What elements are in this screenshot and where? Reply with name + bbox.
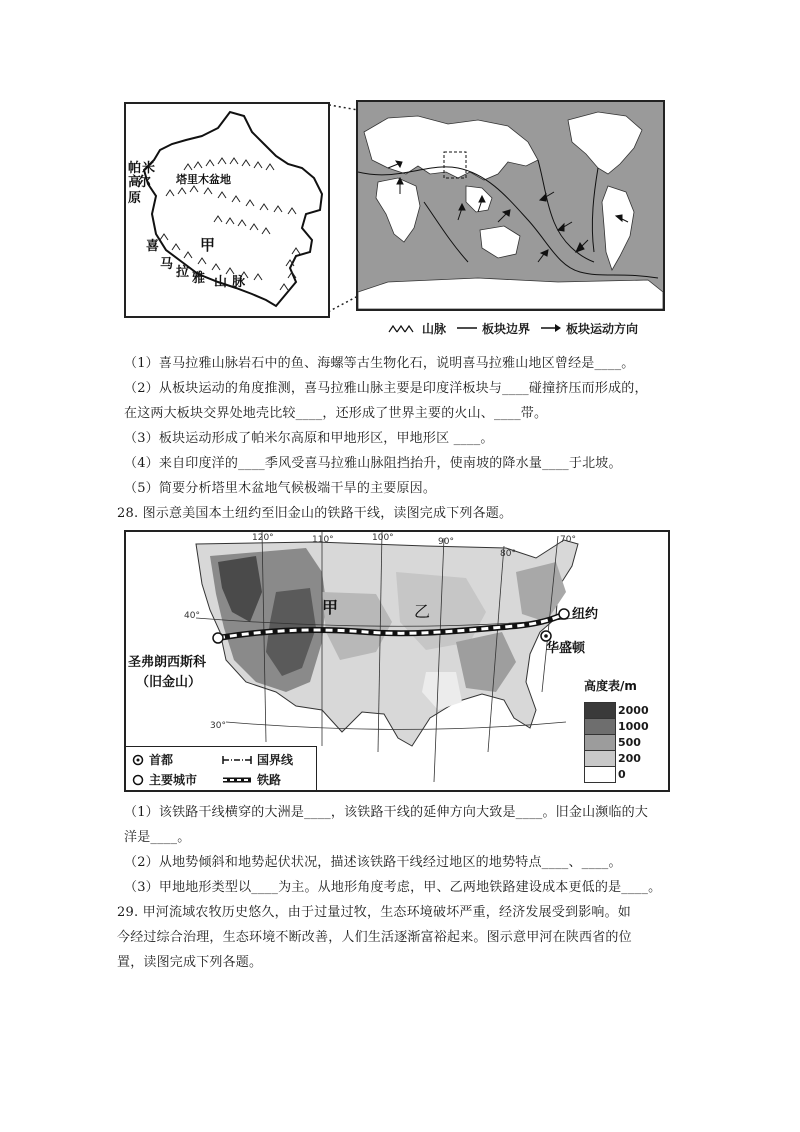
q27-line-2b: 在这两大板块交界处地壳比较____，还形成了世界主要的火山、____带。 xyxy=(124,406,548,421)
world-plates-drawing xyxy=(358,102,663,309)
city-icon xyxy=(132,774,144,786)
q28-line-1b: 洋是____。 xyxy=(124,830,191,845)
q29-line-2: 今经过综合治理，生态环境不断改善，人们生活逐渐富裕起来。图示意甲河在陕西省的位 xyxy=(117,930,632,945)
question-28-stem xyxy=(117,501,677,526)
legend-direction xyxy=(540,320,638,337)
label-30-degree: 30° xyxy=(210,721,226,731)
legend-border-label: 国界线 xyxy=(257,753,294,767)
label-himalaya-1: 喜 xyxy=(146,239,160,254)
q28-line-2: （2）从地势倾斜和地势起伏状况，描述该铁路干线经过地区的地势特点____、____。 xyxy=(124,855,622,870)
legend-boundary xyxy=(456,320,530,337)
elevation-value-1000: 1000 xyxy=(618,720,649,733)
elevation-legend xyxy=(578,680,664,786)
label-pamir-2: 米 xyxy=(142,161,156,176)
label-washington: 华盛顿 xyxy=(546,641,586,656)
border-line-icon xyxy=(222,755,252,765)
tibet-region-map xyxy=(124,102,330,318)
boundary-line-icon xyxy=(456,323,478,333)
question-28-subquestions xyxy=(124,800,684,900)
label-himalaya-3: 拉 xyxy=(176,265,190,280)
q27-line-5: （5）简要分析塔里木盆地气候极端干旱的主要原因。 xyxy=(124,481,437,496)
label-newyork: 纽约 xyxy=(572,607,599,622)
figure-us-railway-map xyxy=(124,530,670,792)
q28-line-3: （3）甲地地形类型以____为主。从地形角度考虑，甲、乙两地铁路建设成本更低的是____。 xyxy=(124,880,662,895)
label-himalaya-2: 马 xyxy=(160,257,174,272)
q29-line-1: 29. 甲河流域农牧历史悠久，由于过量过牧，生态环境破坏严重，经济发展受到影响。如 xyxy=(117,905,632,920)
elevation-value-0: 0 xyxy=(618,768,626,781)
legend-city xyxy=(132,771,197,788)
label-100-degree: 100° xyxy=(372,533,394,543)
q27-line-1: （1）喜马拉雅山脉岩石中的鱼、海螺等古生物化石，说明喜马拉雅山地区曾经是____。 xyxy=(124,356,635,371)
legend-direction-label: 板块运动方向 xyxy=(566,321,639,336)
swatch-200 xyxy=(584,750,616,767)
label-yi: 乙 xyxy=(414,602,431,621)
elevation-legend-title: 高度表/m xyxy=(584,679,637,693)
swatch-2000 xyxy=(584,702,616,719)
label-pamir-3: 尔 xyxy=(138,175,152,190)
legend-capital xyxy=(132,751,173,768)
label-jia: 甲 xyxy=(322,598,339,617)
world-plate-map xyxy=(356,100,665,311)
elevation-value-200: 200 xyxy=(618,752,641,765)
label-san-francisco-alt: （旧金山） xyxy=(136,675,202,690)
swatch-500 xyxy=(584,734,616,751)
label-110-degree: 110° xyxy=(312,535,334,545)
label-himalaya-5: 山 xyxy=(214,275,228,290)
q27-line-3: （3）板块运动形成了帕米尔高原和甲地形区，甲地形区 ____。 xyxy=(124,431,494,446)
legend-city-label: 主要城市 xyxy=(149,773,198,787)
label-himalaya-4: 雅 xyxy=(192,271,206,286)
label-pamir-1: 帕 xyxy=(128,161,142,176)
label-120-degree: 120° xyxy=(252,533,274,543)
label-pamir-4: 高 xyxy=(128,175,142,190)
legend-railway xyxy=(222,771,281,788)
label-tarim-basin: 塔里木盆地 xyxy=(176,173,231,186)
mountain-icon xyxy=(388,323,418,333)
legend-railway-label: 铁路 xyxy=(257,773,282,787)
q29-line-3: 置，读图完成下列各题。 xyxy=(117,955,263,970)
label-70-degree: 70° xyxy=(560,535,576,545)
elevation-value-500: 500 xyxy=(618,736,641,749)
question-27-subquestions xyxy=(124,351,684,501)
q28-line-1a: （1）该铁路干线横穿的大洲是____，该铁路干线的延伸方向大致是____。旧金山濒临的大 xyxy=(124,805,649,820)
q28-stem-text: 28. 图示意美国本土纽约至旧金山的铁路干线，读图完成下列各题。 xyxy=(117,506,513,521)
elevation-value-2000: 2000 xyxy=(618,704,649,717)
capital-icon xyxy=(132,754,144,766)
legend-capital-label: 首都 xyxy=(149,753,174,767)
map-symbol-legend xyxy=(126,746,317,791)
elevation-row-1000 xyxy=(584,718,664,734)
legend-mountain xyxy=(388,320,446,337)
label-jia: 甲 xyxy=(200,236,216,254)
legend-boundary-label: 板块边界 xyxy=(482,321,531,336)
swatch-1000 xyxy=(584,718,616,735)
elevation-row-200 xyxy=(584,750,664,766)
swatch-0 xyxy=(584,766,616,783)
q27-line-4: （4）来自印度洋的____季风受喜马拉雅山脉阻挡抬升，使南坡的降水量____于北坡。 xyxy=(124,456,622,471)
q27-line-2a: （2）从板块运动的角度推测，喜马拉雅山脉主要是印度洋板块与____碰撞挤压而形成的， xyxy=(124,381,648,396)
label-40-degree: 40° xyxy=(184,611,200,621)
label-san-francisco: 圣弗朗西斯科 xyxy=(128,655,207,670)
plate-map-legend xyxy=(388,319,664,337)
label-pamir-5: 原 xyxy=(128,191,142,206)
arrow-right-icon xyxy=(540,323,562,333)
question-29 xyxy=(117,900,677,975)
legend-mountain-label: 山脉 xyxy=(422,321,447,336)
label-90-degree: 90° xyxy=(438,537,454,547)
elevation-row-500 xyxy=(584,734,664,750)
label-himalaya-6: 脉 xyxy=(232,275,246,290)
railway-icon xyxy=(222,775,252,785)
figure-plate-map xyxy=(124,100,664,342)
elevation-row-2000 xyxy=(584,702,664,718)
elevation-row-0 xyxy=(584,766,664,782)
legend-border xyxy=(222,751,293,768)
label-80-degree: 80° xyxy=(500,549,516,559)
